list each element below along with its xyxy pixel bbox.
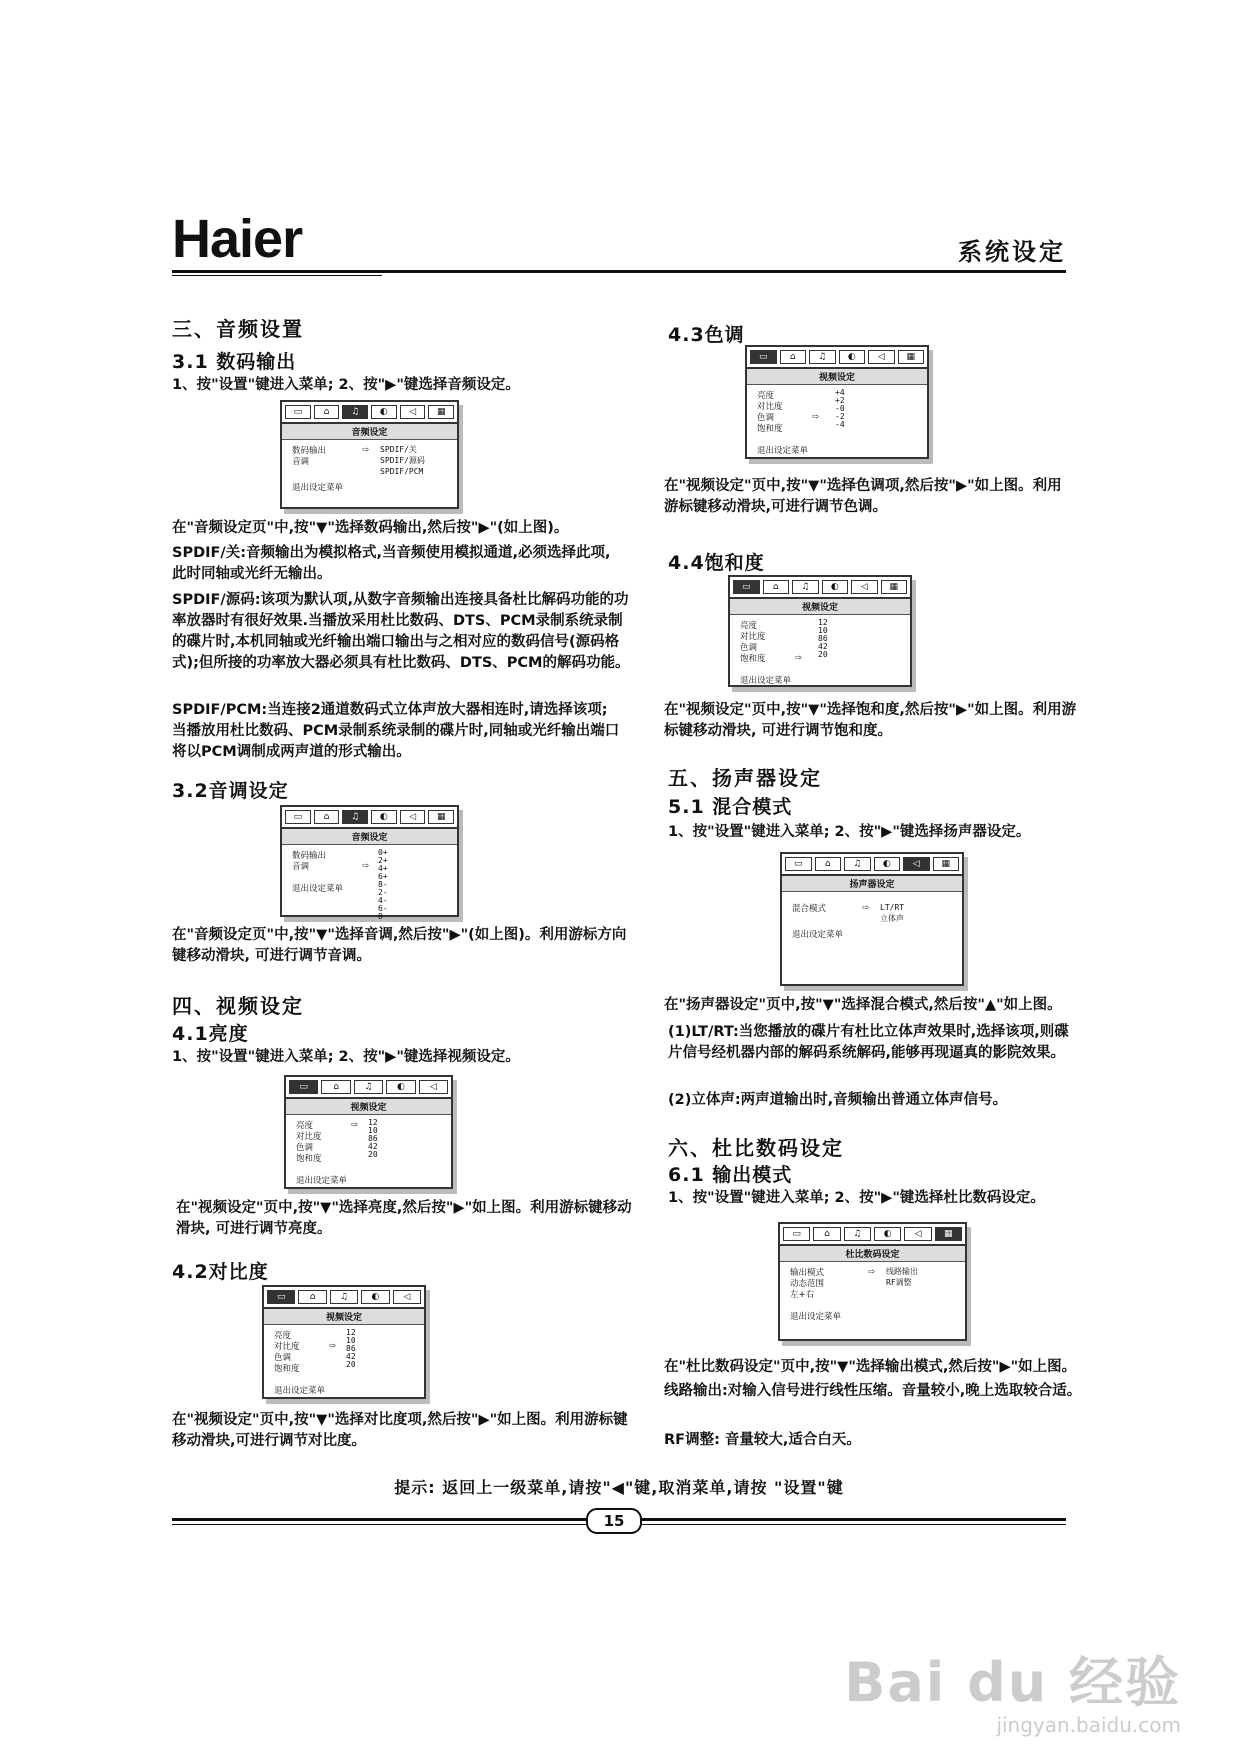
- heading-contrast: 4.2对比度: [172, 1261, 269, 1283]
- arrow-icon: ⇨: [812, 411, 820, 422]
- osd-label: 退出设定菜单: [292, 883, 344, 894]
- grid-icon: ▦: [933, 857, 960, 871]
- heading-mix-mode: 5.1 混合模式: [668, 796, 793, 818]
- paragraph: 在"杜比数码设定"页中,按"▼"选择输出模式,然后按"▶"如上图。线路输出:对输入信号进行线性压缩。音量较小,晚上选取较合适。: [664, 1359, 1082, 1399]
- monitor-icon: ▭: [733, 580, 760, 594]
- speaker-icon: ◁: [393, 1290, 421, 1304]
- osd-scale-values: 1210864220: [818, 618, 828, 659]
- color-icon: ◐: [874, 1227, 901, 1241]
- section-title: 系统设定: [958, 238, 1066, 266]
- paragraph: 在"视频设定"页中,按"▼"选择亮度,然后按"▶"如上图。利用游标键移动滑块, 可进行调节亮度。: [176, 1200, 632, 1237]
- color-icon: ◐: [386, 1080, 415, 1094]
- footer-tip: 提示: 返回上一级菜单,请按"◀"键,取消菜单,请按 "设置"键: [394, 1478, 844, 1497]
- step-text: 1、按"设置"键进入菜单; 2、按"▶"键选择扬声器设定。: [668, 824, 1031, 840]
- house-icon: ⌂: [321, 1080, 350, 1094]
- music-icon: ♫: [844, 857, 871, 871]
- baidu-watermark: [844, 1640, 1181, 1737]
- grid-icon: ▦: [881, 580, 908, 594]
- osd-label: 退出设定菜单: [740, 675, 792, 686]
- osd-scale-values: +4+2-0-2-4: [835, 388, 845, 429]
- color-icon: ◐: [839, 350, 866, 364]
- house-icon: ⌂: [813, 1227, 840, 1241]
- osd-label: 饱和度: [740, 653, 766, 664]
- monitor-icon: ▭: [285, 405, 311, 419]
- grid-icon: ▦: [428, 405, 454, 419]
- music-icon: ♫: [342, 810, 368, 824]
- osd-label: 退出设定菜单: [757, 445, 809, 456]
- speaker-icon: ◁: [851, 580, 878, 594]
- osd-audio-digital: [280, 400, 459, 509]
- osd-label: 对比度: [296, 1131, 322, 1142]
- osd-tabs: [282, 402, 457, 424]
- paragraph: 在"视频设定"页中,按"▼"选择色调项,然后按"▶"如上图。利用游标键移动滑块,可进行调节色调。: [664, 478, 1062, 515]
- osd-label: 动态范围: [790, 1278, 825, 1289]
- house-icon: ⌂: [780, 350, 807, 364]
- osd-title: 视频设定: [286, 1099, 451, 1115]
- osd-label: 色调: [274, 1352, 292, 1363]
- haier-logo: Haier: [172, 209, 303, 269]
- arrow-icon: ⇨: [362, 860, 370, 871]
- osd-title: 视频设定: [730, 599, 910, 615]
- osd-dolby-setup: [778, 1222, 967, 1341]
- monitor-icon: ▭: [289, 1080, 318, 1094]
- speaker-icon: ◁: [400, 405, 426, 419]
- osd-video-contrast: [262, 1285, 426, 1399]
- osd-label: 退出设定菜单: [292, 482, 344, 493]
- osd-label: 数码输出: [292, 445, 327, 456]
- heading-speaker: 五、扬声器设定: [668, 766, 822, 790]
- osd-value: LT/RT: [880, 903, 905, 912]
- paragraph: 在"音频设定页"中,按"▼"选择音调,然后按"▶"(如上图)。利用游标方向键移动滑块, 可进行调节音调。: [172, 927, 627, 964]
- osd-label: 色调: [757, 412, 775, 423]
- osd-label: 饱和度: [757, 423, 783, 434]
- speaker-icon: ◁: [419, 1080, 448, 1094]
- osd-video-hue: [745, 345, 929, 459]
- house-icon: ⌂: [815, 857, 842, 871]
- speaker-icon: ◁: [903, 857, 930, 871]
- osd-title: 音频设定: [282, 829, 457, 845]
- osd-value: SPDIF/关: [380, 445, 417, 454]
- osd-video-saturation: [728, 575, 912, 687]
- paragraph: SPDIF/源码:该项为默认项,从数字音频输出连接具备杜比解码功能的功率放器时有很好效果.当播放采用杜比数码、DTS、PCM录制系统录制的碟片时,本机同轴或光纤输出端口输出与之相对应的数码信号(源码格式);但所接的功率放大器必须具有杜比数码、DTS、PCM的解码功能。: [172, 592, 630, 671]
- heading-output-mode: 6.1 输出模式: [668, 1164, 793, 1186]
- osd-label: 左+右: [790, 1289, 815, 1300]
- osd-label: 亮度: [296, 1120, 314, 1131]
- paragraph: RF调整: 音量较大,适合白天。: [664, 1432, 861, 1448]
- heading-brightness: 4.1亮度: [172, 1023, 249, 1045]
- arrow-icon: ⇨: [795, 652, 803, 663]
- grid-icon: ▦: [428, 810, 454, 824]
- header-rule-thin: [172, 275, 382, 276]
- list-item-stereo: (2)立体声:两声道输出时,音频输出普通立体声信号。: [668, 1092, 1008, 1108]
- monitor-icon: ▭: [750, 350, 777, 364]
- paragraph: SPDIF/关:音频输出为模拟格式,当音频使用模拟通道,必须选择此项,此时同轴或光纤无输出。: [172, 545, 611, 582]
- paragraph: 在"视频设定"页中,按"▼"选择饱和度,然后按"▶"如上图。利用游标键移动滑块, 可进行调节饱和度。: [664, 702, 1077, 739]
- osd-value: RF调整: [886, 1278, 912, 1287]
- monitor-icon: ▭: [267, 1290, 295, 1304]
- speaker-icon: ◁: [904, 1227, 931, 1241]
- heading-hue: 4.3色调: [668, 324, 745, 346]
- osd-label: 退出设定菜单: [296, 1175, 348, 1186]
- music-icon: ♫: [330, 1290, 358, 1304]
- osd-video-brightness: [284, 1075, 453, 1189]
- osd-label: 亮度: [740, 620, 758, 631]
- osd-value: SPDIF/源码: [380, 456, 425, 465]
- osd-label: 亮度: [757, 390, 775, 401]
- osd-value: SPDIF/PCM: [380, 467, 424, 476]
- music-icon: ♫: [342, 405, 368, 419]
- heading-saturation: 4.4饱和度: [668, 552, 765, 574]
- watermark-url: jingyan.baidu.com: [996, 1713, 1181, 1737]
- grid-icon: ▦: [935, 1227, 962, 1241]
- osd-label: 退出设定菜单: [790, 1311, 842, 1322]
- paragraph: 在"音频设定页"中,按"▼"选择数码输出,然后按"▶"(如上图)。: [172, 520, 569, 536]
- color-icon: ◐: [371, 810, 397, 824]
- house-icon: ⌂: [314, 405, 340, 419]
- osd-scale-values: 1210864220: [346, 1328, 356, 1369]
- osd-label: 退出设定菜单: [792, 929, 844, 940]
- music-icon: ♫: [792, 580, 819, 594]
- osd-label: 色调: [296, 1142, 314, 1153]
- heading-video: 四、视频设定: [172, 994, 304, 1018]
- page-number: 15: [586, 1508, 642, 1534]
- step-text: 1、按"设置"键进入菜单; 2、按"▶"键选择音频设定。: [172, 377, 520, 393]
- arrow-icon: ⇨: [862, 902, 870, 913]
- osd-title: 音频设定: [282, 424, 457, 440]
- speaker-icon: ◁: [868, 350, 895, 364]
- speaker-icon: ◁: [400, 810, 426, 824]
- color-icon: ◐: [822, 580, 849, 594]
- osd-label: 对比度: [274, 1341, 300, 1352]
- heading-tone: 3.2音调设定: [172, 780, 289, 802]
- monitor-icon: ▭: [785, 857, 812, 871]
- osd-label: 对比度: [740, 631, 766, 642]
- osd-scale-values: 0+2+4+6+8-2-4-6-8: [378, 848, 388, 921]
- monitor-icon: ▭: [285, 810, 311, 824]
- arrow-icon: ⇨: [351, 1119, 359, 1130]
- watermark-brand: Bai du 经验: [844, 1651, 1181, 1714]
- osd-title: 杜比数码设定: [780, 1246, 965, 1262]
- osd-label: 色调: [740, 642, 758, 653]
- list-item-ltrt: (1)LT/RT:当您播放的碟片有杜比立体声效果时,选择该项,则碟片信号经机器内部的解码系统解码,能够再现逼真的影院效果。: [668, 1024, 1069, 1061]
- paragraph: 在"扬声器设定"页中,按"▼"选择混合模式,然后按"▲"如上图。: [664, 997, 1062, 1013]
- osd-value: 线路输出: [886, 1267, 918, 1276]
- osd-speaker-setup: [780, 852, 964, 986]
- arrow-icon: ⇨: [329, 1340, 337, 1351]
- osd-title: 视频设定: [264, 1309, 424, 1325]
- osd-title: 视频设定: [747, 369, 927, 385]
- arrow-icon: ⇨: [868, 1266, 876, 1277]
- heading-audio: 三、音频设置: [172, 317, 304, 341]
- osd-label: 退出设定菜单: [274, 1385, 326, 1396]
- house-icon: ⌂: [763, 580, 790, 594]
- house-icon: ⌂: [298, 1290, 326, 1304]
- osd-label: 输出模式: [790, 1267, 825, 1278]
- monitor-icon: ▭: [783, 1227, 810, 1241]
- arrow-icon: ⇨: [362, 444, 370, 455]
- osd-label: 数码输出: [292, 850, 327, 861]
- header-rule: [172, 270, 1066, 273]
- music-icon: ♫: [809, 350, 836, 364]
- step-text: 1、按"设置"键进入菜单; 2、按"▶"键选择视频设定。: [172, 1049, 520, 1065]
- paragraph: 在"视频设定"页中,按"▼"选择对比度项,然后按"▶"如上图。利用游标键移动滑块,可进行调节对比度。: [172, 1412, 628, 1449]
- osd-label: 亮度: [274, 1330, 292, 1341]
- osd-value: 立体声: [880, 914, 904, 923]
- osd-label: 音调: [292, 456, 310, 467]
- grid-icon: ▦: [898, 350, 925, 364]
- osd-label: 对比度: [757, 401, 783, 412]
- heading-dolby: 六、杜比数码设定: [668, 1136, 844, 1160]
- step-text: 1、按"设置"键进入菜单; 2、按"▶"键选择杜比数码设定。: [668, 1190, 1045, 1206]
- osd-scale-values: 1210864220: [368, 1118, 378, 1159]
- osd-label: 混合模式: [792, 903, 827, 914]
- osd-audio-tone: [280, 805, 459, 921]
- osd-label: 音调: [292, 861, 310, 872]
- color-icon: ◐: [361, 1290, 389, 1304]
- osd-title: 扬声器设定: [782, 876, 962, 892]
- heading-digital-output: 3.1 数码输出: [172, 351, 297, 373]
- paragraph: SPDIF/PCM:当连接2通道数码式立体声放大器相连时,请选择该项;当播放用杜比数码、PCM录制系统录制的碟片时,同轴或光纤输出端口将以PCM调制成两声道的形式输出。: [172, 702, 620, 760]
- music-icon: ♫: [354, 1080, 383, 1094]
- color-icon: ◐: [371, 405, 397, 419]
- osd-label: 饱和度: [296, 1153, 322, 1164]
- music-icon: ♫: [844, 1227, 871, 1241]
- house-icon: ⌂: [314, 810, 340, 824]
- osd-label: 饱和度: [274, 1363, 300, 1374]
- color-icon: ◐: [874, 857, 901, 871]
